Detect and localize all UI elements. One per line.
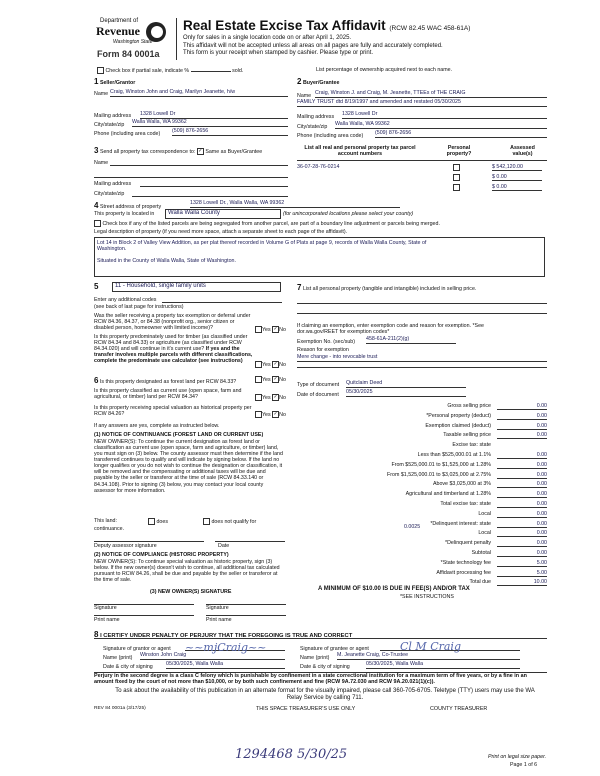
buyer-heading: 2 Buyer/Grantee	[297, 77, 340, 86]
calc-label: Above $3,025,000 at 3%	[432, 481, 491, 488]
calc-amount[interactable]: 0.00	[497, 501, 547, 508]
buyer-mailing-label: Mailing address	[297, 114, 335, 120]
grantee-date-field[interactable]: 05/30/2025, Walla Walla	[366, 661, 520, 669]
minimum-due-note: A MINIMUM OF $10.00 IS DUE IN FEE(S) AND/OR TAX	[318, 586, 470, 592]
see-instructions-note: *SEE INSTRUCTIONS	[400, 594, 454, 600]
grantee-name-label: Name (print)	[300, 655, 330, 661]
calc-label: From $1,525,000.01 to $3,025,000 at 2.75%	[387, 471, 491, 478]
calc-label: Affidavit processing fee	[436, 569, 491, 576]
corr-mailing-label: Mailing address	[94, 181, 132, 187]
parcel-row: $ 0.00	[297, 184, 542, 191]
seller-mailing-field[interactable]: 1328 Lowell Dr	[140, 111, 288, 119]
partial-sale-checkbox[interactable]	[97, 67, 104, 74]
street-field[interactable]: 1328 Lowell Dr., Walla Walla, WA 99362	[190, 200, 400, 208]
does-not-option: does not qualify for	[203, 518, 256, 525]
perjury-notice: Perjury in the second degree is a class C felony which is punishable by confinement in a state correctional institution for a maximum term of five years, or by a fine in an amount fixed by the court of not more than $10,000, or by both such confinement and fine (RCW 9A.72.030 and RCW 9A.20.021(1)(c)).	[94, 673, 527, 686]
forest-answer: Yes ✓ No	[255, 376, 286, 383]
buyer-mailing-field[interactable]: 1328 Lowell Dr	[342, 111, 547, 119]
grantee-name-field[interactable]: M. Jeanette Craig, Co-Trustee	[337, 652, 520, 660]
calc-row	[297, 462, 547, 471]
page-number: Page 1 of 6	[510, 762, 538, 768]
header-line-3: This form is your receipt when stamped by cashier. Please type or print.	[183, 50, 374, 56]
revenue-logo-text: Revenue	[96, 24, 140, 38]
owner-print-field[interactable]	[94, 614, 194, 616]
calc-amount[interactable]: 0.00	[497, 481, 547, 488]
buyer-name-field-2[interactable]: FAMILY TRUST dtd 8/19/1997 and amended and restated 05/30/2025	[297, 99, 547, 107]
calc-row	[297, 472, 547, 481]
handwritten-receipt-number: 1294468 5/30/25	[235, 747, 348, 762]
county-select[interactable]: Walla Walla County	[165, 209, 281, 219]
partial-pct-field[interactable]	[191, 71, 231, 72]
print-name-label: Print name	[206, 617, 232, 623]
calc-row	[297, 570, 547, 579]
buyer-city-label: City/state/zip	[297, 124, 328, 130]
doc-date-field[interactable]: 05/30/2025	[346, 389, 466, 397]
revision-label: REV 84 0001a (3/17/25)	[94, 706, 146, 711]
certify-rule	[94, 637, 547, 639]
does-checkbox[interactable]	[148, 518, 155, 525]
calc-amount[interactable]: 5.00	[497, 570, 547, 577]
segregation-row: Check box if any of the listed parcels are being segregated from another parcel, are part of a boundary line adjustment or parcels being merged.	[94, 220, 440, 227]
buyer-name-field[interactable]: Craig, Winston J. and Craig, M. Jeanette, TTEEs of THE CRAIG	[315, 90, 547, 98]
exemption-question: Was the seller receiving a property tax exemption or deferral under RCW 84.36, 84.37, or 84.38 (nonprofit org., senior citizen or disabled person, homeowner with limited income)?	[94, 313, 251, 332]
grantor-signature: ~~mjCraig~~	[185, 641, 267, 654]
washington-state-label: Washington State	[113, 39, 153, 45]
notice-continuance-heading: (1) NOTICE OF CONTINUANCE (FOREST LAND OR CURRENT USE)	[94, 432, 264, 438]
current-use-answer: Yes ✓ No	[255, 394, 286, 401]
seller-mailing-label: Mailing address	[94, 113, 132, 119]
current-use-question: Is this property classified as current use (open space, farm and agricultural, or timber) land per RCW 84.34?	[94, 388, 242, 401]
calc-row	[297, 521, 547, 530]
calc-row	[297, 511, 547, 520]
calc-row	[297, 481, 547, 490]
header-instructions	[183, 35, 443, 58]
calc-label: Less than $525,000.01 at 1.1%	[417, 452, 491, 458]
yes-checkbox[interactable]	[255, 411, 262, 418]
notice-continuance-body: NEW OWNER(S): To continue the current designation as forest land or classification as current use (open space, farm and agriculture, or timber) land, you must sign on (3) below. The county assessor must then determine if the land transferred continues to qualify and will indicate by signing below. If the land no longer qualifies or you do not wish to continue the designation or classification, it will be removed and the compensating or additional taxes will be due and payable by the seller or transferor at the time of sale (RCW 84.33.140 or 84.34.108). Prior to signing (3) below, you may contact your local county assessor for more information.	[94, 439, 283, 494]
corr-name-field[interactable]	[110, 158, 288, 166]
header-divider	[176, 18, 177, 60]
personal-property-field[interactable]	[297, 302, 547, 304]
doc-type-field[interactable]: Quitclaim Deed	[346, 380, 466, 388]
grantee-signature-field[interactable]	[380, 641, 520, 651]
calc-label: Exemption claimed (deduct)	[425, 422, 491, 429]
personal-property-checkbox[interactable]	[453, 164, 460, 171]
partial-sale-row	[97, 67, 243, 74]
grantee-date-label: Date & city of signing	[300, 664, 350, 670]
calc-label: Agricultural and timberland at 1.28%	[405, 491, 491, 498]
notice-compliance-body: NEW OWNER(S): To continue special valuation as historic property, sign (3) below. If the new owner(s) doesn't wish to continue, all additional tax calculated pursuant to RCW 84.26, shall be due and payable by the seller or transferor at the time of sale.	[94, 559, 280, 584]
calc-amount[interactable]: 10.00	[497, 579, 547, 586]
parcel-row: $ 0.00	[297, 174, 542, 181]
certify-heading: 8 I CERTIFY UNDER PENALTY OF PERJURY THAT THE FOREGOING IS TRUE AND CORRECT	[94, 630, 353, 639]
doc-date-label: Date of document	[297, 392, 339, 398]
calc-row	[297, 452, 547, 461]
calc-label: Gross selling price	[447, 403, 491, 409]
corr-city-label: City/state/zip	[94, 191, 125, 197]
parcel-col-header: List all real and personal property tax parcel account numbers	[304, 145, 416, 158]
calc-amount[interactable]: 0.00	[497, 530, 547, 537]
grantor-sig-label: Signature of grantor or agent	[103, 646, 171, 652]
calc-amount[interactable]: 0.00	[497, 540, 547, 547]
personal-property-checkbox[interactable]	[453, 184, 460, 191]
alternate-format-note: To ask about the availability of this publication in an alternate format for the visually impaired, please call 360-705-6705. Teletype (TTY) users may use the WA Relay Service by calling 711.	[115, 688, 535, 701]
deputy-signature-field[interactable]	[94, 540, 204, 542]
calc-amount[interactable]: 0.00	[497, 550, 547, 557]
calc-amount[interactable]: 0.00	[497, 511, 547, 518]
grantor-date-label: Date & city of signing	[103, 664, 153, 670]
calc-amount[interactable]: 0.00	[497, 452, 547, 459]
street-row: 4 Street address of property	[94, 201, 162, 210]
new-owner-heading: (3) NEW OWNER(S) SIGNATURE	[150, 589, 232, 595]
calc-row	[297, 423, 547, 432]
signature-label: Signature	[94, 605, 117, 611]
this-land-label: This land:	[94, 518, 117, 524]
treasurer-use-label: THIS SPACE TREASURER'S USE ONLY	[256, 706, 356, 712]
grantor-signature-field[interactable]	[185, 641, 285, 654]
sold-label: sold.	[232, 67, 244, 74]
calc-label: From $525,000.01 to $1,525,000 at 1.28%	[391, 461, 491, 468]
legal-paper-note: Print on legal size paper.	[488, 754, 547, 760]
grantor-date-field[interactable]: 05/30/2025, Walla Walla	[166, 661, 285, 669]
buyer-phone-label: Phone (including area code)	[297, 133, 364, 139]
calc-label: *Delinquent penalty	[445, 540, 491, 547]
calc-row	[297, 540, 547, 549]
doc-type-label: Type of document	[297, 382, 340, 388]
exemption-no-field[interactable]: 458-61A-211(2)(g)	[366, 336, 456, 344]
exemption-answer: Yes ✓ No	[255, 326, 286, 333]
additional-codes-field[interactable]	[162, 295, 282, 303]
calc-label: Subtotal	[471, 550, 491, 556]
calc-row	[297, 413, 547, 422]
grantor-name-label: Name (print)	[103, 655, 133, 661]
calc-label: *Personal property (deduct)	[426, 412, 491, 419]
yes-checkbox[interactable]	[255, 326, 262, 333]
calc-amount[interactable]: 0.00	[497, 403, 547, 410]
section5-num: 5	[94, 282, 99, 291]
legal-line-3: Situated in the County of Walla Walla, State of Washington.	[97, 258, 236, 265]
form-number: Form 84 0001a	[97, 49, 160, 59]
legal-line-2: Washington.	[97, 246, 127, 253]
claim-exemption-note: If claiming an exemption, enter exemption code and reason for exemption. *See dor.wa.gov/REET for exemption codes*	[297, 323, 484, 336]
continuance-label: continuance.	[94, 526, 125, 532]
grantor-name-field[interactable]: Winston John Craig	[140, 652, 285, 660]
calc-label: Total excise tax: state	[440, 501, 491, 507]
seller-name-field[interactable]: Craig, Winston John and Craig, Marilyn Jeanette, h/w	[110, 89, 288, 97]
calc-label: Total due	[469, 579, 491, 586]
codes-label: Enter any additional codes	[94, 297, 157, 303]
reason-field-2[interactable]	[297, 366, 547, 368]
calc-label: *State technology fee	[440, 559, 491, 566]
notice-compliance-heading: (2) NOTICE OF COMPLIANCE (HISTORIC PROPERTY)	[94, 552, 229, 558]
forest-question: 6 Is this property designated as forest land per RCW 84.33?	[94, 376, 237, 385]
seller-phone-field[interactable]: (509) 876-2656	[172, 128, 288, 136]
calc-row	[297, 491, 547, 500]
grantee-signature: Cl M Craig	[400, 640, 461, 653]
calc-row	[297, 550, 547, 559]
located-label: This property is located in	[94, 211, 155, 217]
calc-amount[interactable]: 0.00	[497, 432, 547, 439]
calc-amount[interactable]: 0.00	[497, 423, 547, 430]
dept-label: Department of	[100, 18, 139, 24]
yes-checkbox[interactable]	[255, 376, 262, 383]
header-line-2: This affidavit will not be accepted unless all areas on all pages are fully and accurately completed.	[183, 42, 443, 49]
historic-answer: Yes ✓ No	[255, 411, 286, 418]
header-line-1: Only for sales in a single location code on or after April 1, 2025.	[183, 35, 352, 41]
corr-mailing-field[interactable]	[140, 179, 288, 187]
deputy-date-label: Date	[218, 543, 230, 549]
codes-note: (see back of last page for instructions)	[94, 304, 184, 310]
seller-city-field[interactable]: Walla Walla, WA 99362	[132, 119, 288, 127]
owner-print-field[interactable]	[206, 614, 286, 616]
partial-sale-label: Check box if partial sale, indicate %	[105, 67, 190, 74]
deputy-label: Deputy assessor signature	[94, 543, 157, 549]
if-yes-note: If any answers are yes, complete as instructed below.	[94, 423, 220, 429]
calc-label: Excise tax: state	[452, 442, 491, 449]
calc-amount[interactable]: 5.00	[497, 560, 547, 567]
timber-question: Is this property predominately used for timber (as classified under RCW 84.34 and 84.33) or agriculture (as classified under RCW 84.34.020) and will continue in it's current use? If yes and the transfer involves multiple parcels with different classifications, complete the predominate use calculator (see instructions)	[94, 334, 253, 365]
calc-row	[297, 442, 547, 451]
calc-row	[297, 560, 547, 569]
local-rate-value: 0.0025	[404, 524, 421, 530]
correspondence-row: 3 Send all property tax correspondence to: ✓ Same as Buyer/Grantee	[94, 146, 262, 155]
seller-phone-label: Phone (including area code)	[94, 131, 161, 137]
legal-description-field[interactable]	[94, 237, 545, 277]
does-not-checkbox[interactable]	[203, 518, 210, 525]
list-pct-note: List percentage of ownership acquired next to each name.	[316, 67, 453, 73]
calc-label: *Delinquent interest: state	[430, 520, 491, 527]
yes-checkbox[interactable]	[255, 361, 262, 368]
grantee-sig-label: Signature of grantee or agent	[300, 646, 369, 652]
calc-label: Local	[478, 510, 491, 517]
assessed-col-header: Assessed value(s)	[510, 145, 535, 158]
legal-label: Legal description of property (if you need more space, attach a separate sheet to each page of the affidavit).	[94, 229, 348, 235]
calc-amount[interactable]: 0.00	[497, 521, 547, 528]
timber-answer: Yes ✓ No	[255, 361, 286, 368]
personal-property-label: 7 List all personal property (tangible and intangible) included in selling price.	[297, 283, 477, 292]
calc-amount[interactable]: 0.00	[497, 491, 547, 498]
print-name-label: Print name	[94, 617, 120, 623]
segregation-checkbox[interactable]	[94, 220, 101, 227]
calc-row	[297, 403, 547, 412]
does-option: does	[148, 518, 168, 525]
buyer-phone-field[interactable]: (509) 876-2656	[375, 130, 547, 138]
corr-name-field-2[interactable]	[94, 170, 288, 178]
seller-heading: 1 Seller/Grantor	[94, 77, 136, 86]
same-as-buyer-checkbox[interactable]	[197, 148, 204, 155]
corr-city-field[interactable]	[132, 189, 288, 197]
seller-name-label: Name	[94, 91, 109, 97]
calc-amount[interactable]: 0.00	[497, 462, 547, 469]
calc-row	[297, 432, 547, 441]
calc-row	[297, 501, 547, 510]
historic-question: Is this property receiving special valuation as historical property per RCW 84.26?	[94, 405, 252, 418]
buyer-city-field[interactable]: Walla Walla, WA 99362	[335, 121, 547, 129]
corr-name-label: Name	[94, 160, 109, 166]
exemption-no-label: Exemption No. (sec/sub)	[297, 339, 355, 345]
legal-line-1: Lot 14 in Block 2 of Valley View Addition, as per plat thereof recorded in Volume G of Plats at page 9, records of Walla Walla County, State of	[97, 240, 427, 246]
parcel-header-rule	[297, 159, 547, 161]
personal-property-checkbox[interactable]	[453, 174, 460, 181]
reason-field[interactable]: Mere change - into revocable trust	[297, 354, 547, 362]
calc-amount[interactable]: 0.00	[497, 472, 547, 479]
county-treasurer-label: COUNTY TREASURER	[430, 706, 488, 712]
calc-row	[297, 530, 547, 539]
deputy-date-field[interactable]	[215, 540, 285, 542]
buyer-name-label: Name	[297, 93, 312, 99]
located-note: (for unincorporated locations please select your county)	[283, 211, 414, 217]
reason-label: Reason for exemption	[297, 347, 349, 353]
yes-checkbox[interactable]	[255, 394, 262, 401]
parcel-row: 36-07-28-76-0214 $ 542,120.00	[297, 164, 542, 171]
calc-amount[interactable]: 0.00	[497, 413, 547, 420]
seller-city-label: City/state/zip	[94, 122, 125, 128]
personal-property-field[interactable]	[297, 312, 547, 314]
rcw-ref: (RCW 82.45 WAC 458-61A)	[389, 25, 471, 32]
calc-label: Local	[478, 530, 491, 537]
personal-col-header: Personal property?	[446, 145, 472, 158]
calc-label: Taxable selling price	[443, 432, 491, 439]
property-use-select[interactable]: 11 - Household, single family units	[112, 282, 281, 292]
form-title: Real Estate Excise Tax Affidavit (RCW 82.45 WAC 458-61A)	[183, 18, 471, 33]
signature-label: Signature	[206, 605, 229, 611]
